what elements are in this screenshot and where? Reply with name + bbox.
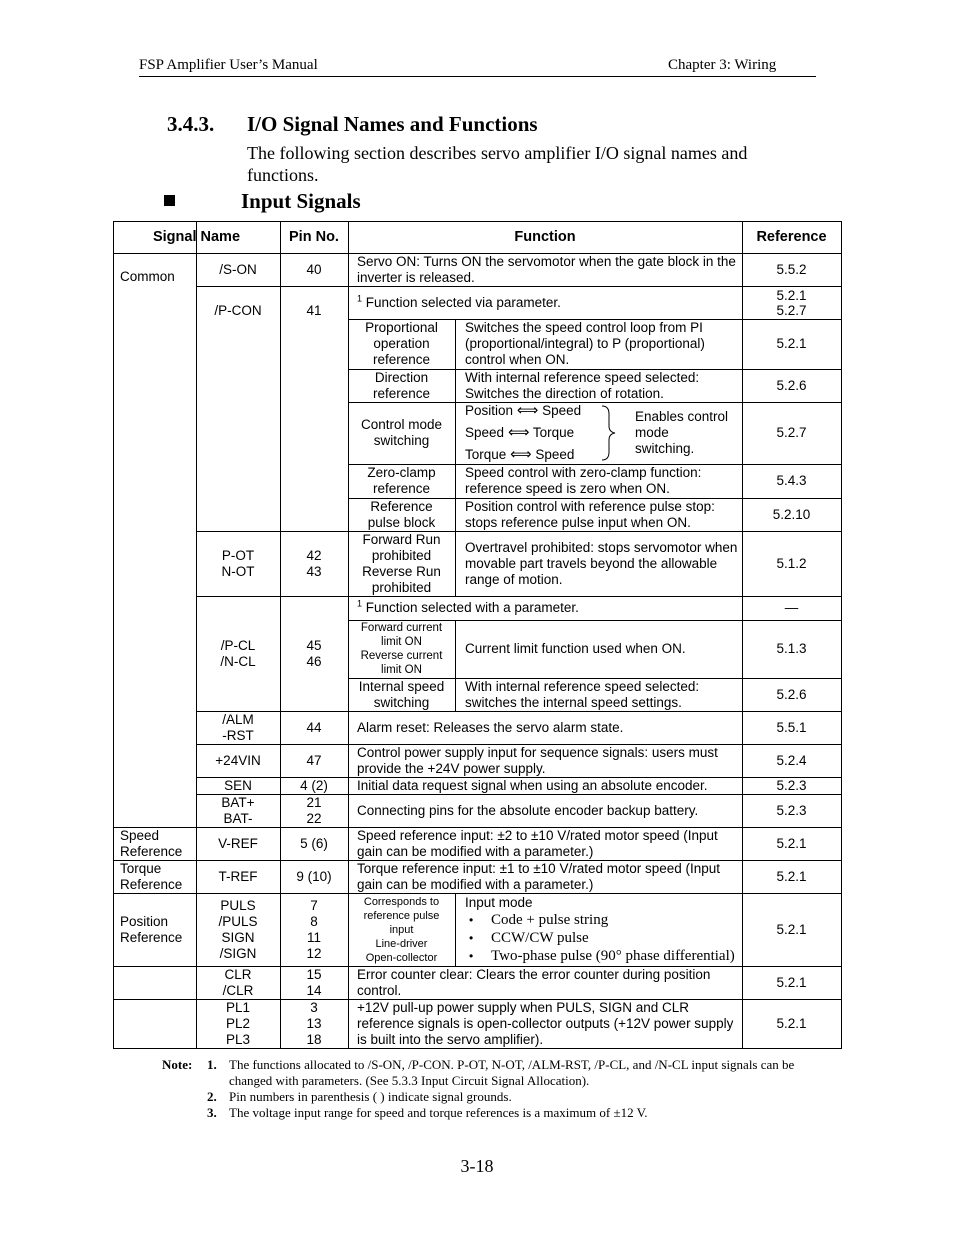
footnote-marker: 1	[357, 293, 363, 303]
func-bat: Connecting pins for the absolute encoder backup battery.	[357, 802, 699, 818]
ref-sen: 5.2.3	[776, 777, 807, 793]
desc-zero-clamp: Speed control with zero-clamp function: reference speed is zero when ON.	[465, 465, 702, 496]
ref-control-mode: 5.2.7	[776, 425, 807, 440]
func-pl: +12V pull-up power supply when PULS, SIGN and CLR reference signals is open-collector outputs (+12V power supply is built into the servo amplifier).	[357, 999, 734, 1047]
desc-proportional: Switches the speed control loop from PI (proportional/integral) to P (proportional) control when ON.	[465, 320, 705, 367]
col-header-signal-name: Signal Name	[152, 229, 241, 245]
pin-p-ot: 42 43	[306, 547, 322, 579]
pin-s-on: 40	[306, 261, 322, 277]
ref-p-cl: —	[784, 600, 799, 615]
signal-v-ref: V-REF	[218, 835, 258, 851]
note-number: 3.	[207, 1105, 217, 1120]
pin-24vin: 47	[306, 752, 322, 768]
mode-a: Position	[465, 403, 514, 418]
section-intro: The following section describes servo amplifier I/O signal names and functions.	[247, 143, 748, 185]
label-control-mode: Control mode switching	[360, 417, 443, 448]
double-arrow-icon: ⟺	[516, 402, 539, 419]
signal-pl: PL1 PL2 PL3	[225, 999, 251, 1047]
mode-b: Speed	[542, 403, 582, 418]
pin-alm-rst: 44	[306, 719, 322, 735]
signal-s-on: /S-ON	[219, 261, 257, 277]
section-title: I/O Signal Names and Functions	[247, 112, 538, 136]
note-number: 2.	[207, 1089, 217, 1104]
label-current-limit: Forward current limit ON Reverse current limit ON	[360, 622, 443, 676]
func-sen: Initial data request signal when using an absolute encoder.	[357, 777, 708, 793]
footnote-marker: 1	[357, 598, 363, 609]
label-proportional: Proportional operation reference	[365, 320, 438, 367]
pin-sen: 4 (2)	[300, 777, 328, 793]
pin-puls: 7 8 11 12	[306, 897, 322, 961]
ref-pulse-block: 5.2.10	[772, 506, 811, 522]
mode-row	[465, 424, 574, 441]
label-pulse-input: Corresponds to reference pulse input Line-driver Open-collector	[363, 895, 440, 964]
mode-b: Speed	[535, 447, 575, 462]
group-speed-reference: Speed Reference	[120, 827, 183, 859]
col-header-pin: Pin No.	[289, 229, 339, 245]
double-arrow-icon: ⟺	[507, 424, 530, 441]
desc-overtravel: Overtravel prohibited: stops servomotor when movable part travels beyond the allowable range of motion.	[465, 539, 738, 587]
group-common: Common	[120, 268, 175, 284]
signal-24vin: +24VIN	[215, 752, 261, 768]
func-p-con-text: Function selected via parameter.	[362, 294, 561, 310]
ref-overtravel: 5.1.2	[776, 555, 807, 571]
mode-switch-note: Enables control mode switching.	[635, 409, 729, 456]
label-pulse-block: Reference pulse block	[367, 498, 436, 530]
double-arrow-icon: ⟺	[510, 446, 532, 463]
ref-direction: 5.2.6	[776, 377, 807, 393]
mode-a: Speed	[465, 425, 505, 440]
signal-clr: CLR /CLR	[222, 966, 254, 998]
pin-pl: 3 13 18	[306, 999, 322, 1047]
header-chapter: Chapter 3: Wiring	[668, 57, 777, 73]
col-header-reference: Reference	[756, 229, 827, 245]
header-manual-title: FSP Amplifier User’s Manual	[139, 57, 318, 73]
pin-bat: 21 22	[306, 794, 322, 826]
pin-clr: 15 14	[306, 966, 322, 998]
ref-24vin: 5.2.4	[776, 752, 807, 768]
func-s-on: Servo ON: Turns ON the servomotor when the gate block in the inverter is released.	[357, 253, 736, 285]
pin-v-ref: 5 (6)	[300, 835, 328, 851]
mode-row	[465, 402, 581, 419]
page-number: 3-18	[460, 1156, 494, 1176]
ref-bat: 5.2.3	[776, 802, 807, 818]
note-text: Pin numbers in parenthesis ( ) indicate signal grounds.	[229, 1089, 512, 1104]
desc-current-limit: Current limit function used when ON.	[465, 641, 686, 656]
subsection-title: Input Signals	[241, 189, 361, 213]
group-torque-reference: Torque Reference	[120, 860, 183, 892]
brace-icon	[602, 406, 615, 460]
signal-bat: BAT+ BAT-	[221, 794, 255, 826]
label-direction: Direction reference	[372, 369, 431, 401]
ref-proportional: 5.2.1	[776, 336, 807, 351]
mode-a: Torque	[465, 447, 507, 462]
pulse-input-modes	[465, 894, 741, 965]
note-number: 1.	[207, 1057, 217, 1072]
signal-p-ot: P-OT N-OT	[221, 547, 255, 579]
signal-puls: PULS /PULS SIGN /SIGN	[218, 897, 258, 961]
section-number: 3.4.3.	[167, 112, 215, 136]
label-zero-clamp: Zero-clamp reference	[367, 465, 436, 496]
ref-puls: 5.2.1	[776, 921, 807, 937]
notes-label: Note:	[162, 1057, 193, 1072]
ref-zero-clamp: 5.4.3	[776, 473, 807, 488]
signal-alm-rst: /ALM -RST	[222, 711, 254, 743]
ref-current-limit: 5.1.3	[776, 641, 807, 656]
desc-direction: With internal reference speed selected: Switches the direction of rotation.	[465, 369, 700, 401]
list-item: • Two-phase pulse (90° phase differential)	[469, 947, 741, 965]
ref-s-on: 5.5.2	[776, 261, 807, 277]
group-position-reference: Position Reference	[120, 913, 183, 945]
input-mode-title: Input mode	[465, 895, 533, 910]
signal-p-cl: /P-CL /N-CL	[220, 637, 256, 669]
ref-internal-speed: 5.2.6	[776, 686, 807, 702]
note-text: The functions allocated to /S-ON, /P-CON. P-OT, N-OT, /ALM-RST, /P-CL, and /N-CL input signals can be changed with parameters. (See 5.3.3 Input Circuit Signal Allocation).	[229, 1057, 795, 1088]
func-t-ref: Torque reference input: ±1 to ±10 V/rated motor speed (Input gain can be modified with a parameter.)	[357, 860, 721, 892]
desc-internal-speed: With internal reference speed selected: switches the internal speed settings.	[465, 678, 700, 710]
ref-t-ref: 5.2.1	[776, 868, 807, 884]
func-24vin: Control power supply input for sequence signals: users must provide the +24V power supply.	[357, 744, 718, 776]
ref-v-ref: 5.2.1	[776, 835, 807, 851]
pin-p-con: 41	[306, 302, 322, 318]
note-text: The voltage input range for speed and torque references is a maximum of ±12 V.	[229, 1105, 648, 1120]
list-item: • CCW/CW pulse	[469, 929, 741, 947]
ref-p-con: 5.2.1 5.2.7	[776, 287, 807, 318]
ref-pl: 5.2.1	[776, 1015, 807, 1031]
ref-alm-rst: 5.5.1	[776, 719, 807, 735]
signal-t-ref: T-REF	[218, 868, 258, 884]
func-alm-rst: Alarm reset: Releases the servo alarm state.	[357, 719, 624, 735]
func-p-cl	[357, 596, 739, 620]
mode-row	[465, 446, 574, 463]
signal-p-con: /P-CON	[214, 302, 262, 318]
input-mode-list	[465, 911, 741, 965]
label-overtravel: Forward Run prohibited Reverse Run prohibited	[362, 531, 441, 595]
mode-b: Torque	[532, 425, 575, 440]
desc-pulse-block: Position control with reference pulse stop: stops reference pulse input when ON.	[465, 498, 715, 530]
list-item: • Code + pulse string	[469, 911, 741, 929]
ref-clr: 5.2.1	[776, 974, 807, 990]
func-v-ref: Speed reference input: ±2 to ±10 V/rated motor speed (Input gain can be modified with a parameter.)	[357, 827, 718, 859]
func-p-con	[357, 286, 739, 319]
pin-t-ref: 9 (10)	[296, 868, 332, 884]
signal-sen: SEN	[224, 777, 252, 793]
pin-p-cl: 45 46	[306, 637, 322, 669]
col-header-function: Function	[514, 229, 576, 245]
func-clr: Error counter clear: Clears the error counter during position control.	[357, 966, 711, 998]
label-internal-speed: Internal speed switching	[358, 678, 445, 710]
func-p-cl-text: Function selected with a parameter.	[362, 600, 579, 615]
